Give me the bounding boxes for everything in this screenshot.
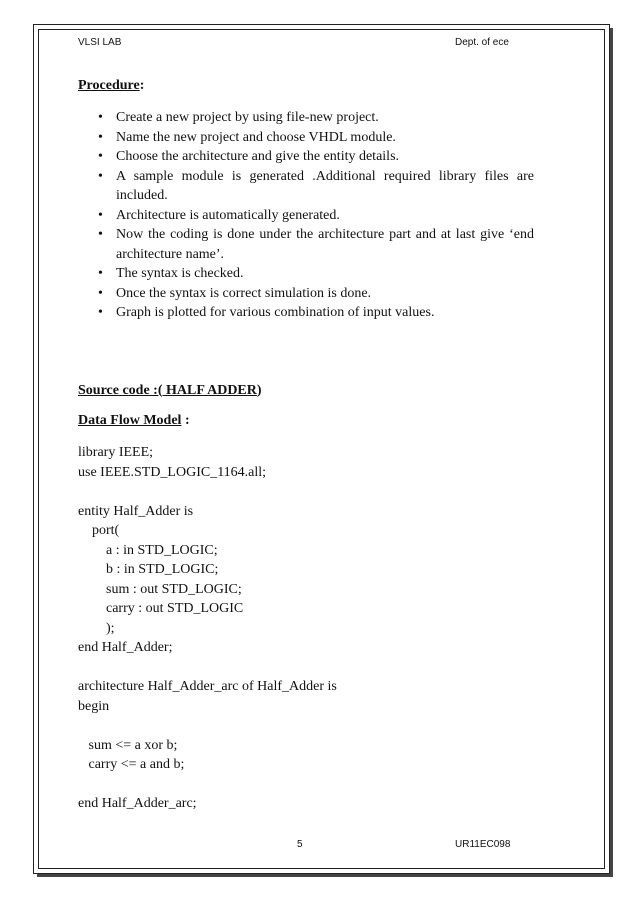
code-line: carry : out STD_LOGIC xyxy=(78,601,244,616)
page-number: 5 xyxy=(297,839,303,850)
code-line: sum <= a xor b; xyxy=(78,737,178,753)
code-line: library IEEE; xyxy=(78,445,154,460)
code-line xyxy=(78,482,337,502)
source-code-title: HALF ADDER xyxy=(162,383,257,398)
header-right: Dept. of ece xyxy=(455,37,509,48)
code-line: end Half_Adder_arc; xyxy=(78,796,197,811)
source-code-prefix: Source code :( xyxy=(78,383,163,398)
procedure-item: • Create a new project by using file-new project. xyxy=(78,108,534,128)
code-line: b : in STD_LOGIC; xyxy=(78,562,219,577)
code-line: carry <= a and b; xyxy=(78,757,185,772)
procedure-colon: : xyxy=(139,78,145,93)
procedure-item: • Choose the architecture and give the entity details. xyxy=(78,147,534,167)
code-block xyxy=(78,443,337,814)
model-colon: : xyxy=(181,413,190,428)
code-line: end Half_Adder; xyxy=(78,640,173,655)
procedure-item: • Once the syntax is correct simulation is done. xyxy=(78,284,534,304)
source-code-suffix: ) xyxy=(256,383,262,398)
procedure-item: • The syntax is checked. xyxy=(78,264,534,284)
procedure-list xyxy=(78,108,534,323)
model-heading xyxy=(78,413,190,429)
code-line: sum : out STD_LOGIC; xyxy=(78,581,242,597)
header-left: VLSI LAB xyxy=(78,37,122,48)
procedure-item: • A sample module is generated .Additional required library files are included. xyxy=(78,167,534,206)
source-code-heading xyxy=(78,383,262,399)
page-border-shadow-bottom xyxy=(37,874,613,877)
code-line: entity Half_Adder is xyxy=(78,503,194,519)
code-line xyxy=(78,775,337,795)
procedure-title: Procedure xyxy=(78,78,140,93)
page-border-shadow-right xyxy=(610,28,613,877)
code-line: a : in STD_LOGIC; xyxy=(78,542,218,558)
procedure-item: • Architecture is automatically generated. xyxy=(78,206,534,226)
footer-right: UR11EC098 xyxy=(455,839,511,850)
procedure-item: • Now the coding is done under the architecture part and at last give ‘end architecture name’. xyxy=(78,225,534,264)
code-line: architecture Half_Adder_arc of Half_Adder is xyxy=(78,679,337,694)
code-line xyxy=(78,658,337,678)
code-line: use IEEE.STD_LOGIC_1164.all; xyxy=(78,464,267,480)
code-line: begin xyxy=(78,698,110,714)
model-title: Data Flow Model xyxy=(78,413,182,428)
code-line: port( xyxy=(78,523,120,538)
procedure-heading xyxy=(78,78,144,94)
procedure-item: • Name the new project and choose VHDL module. xyxy=(78,128,534,148)
procedure-item: • Graph is plotted for various combination of input values. xyxy=(78,303,534,323)
code-line xyxy=(78,716,337,736)
code-line: ); xyxy=(78,620,115,636)
